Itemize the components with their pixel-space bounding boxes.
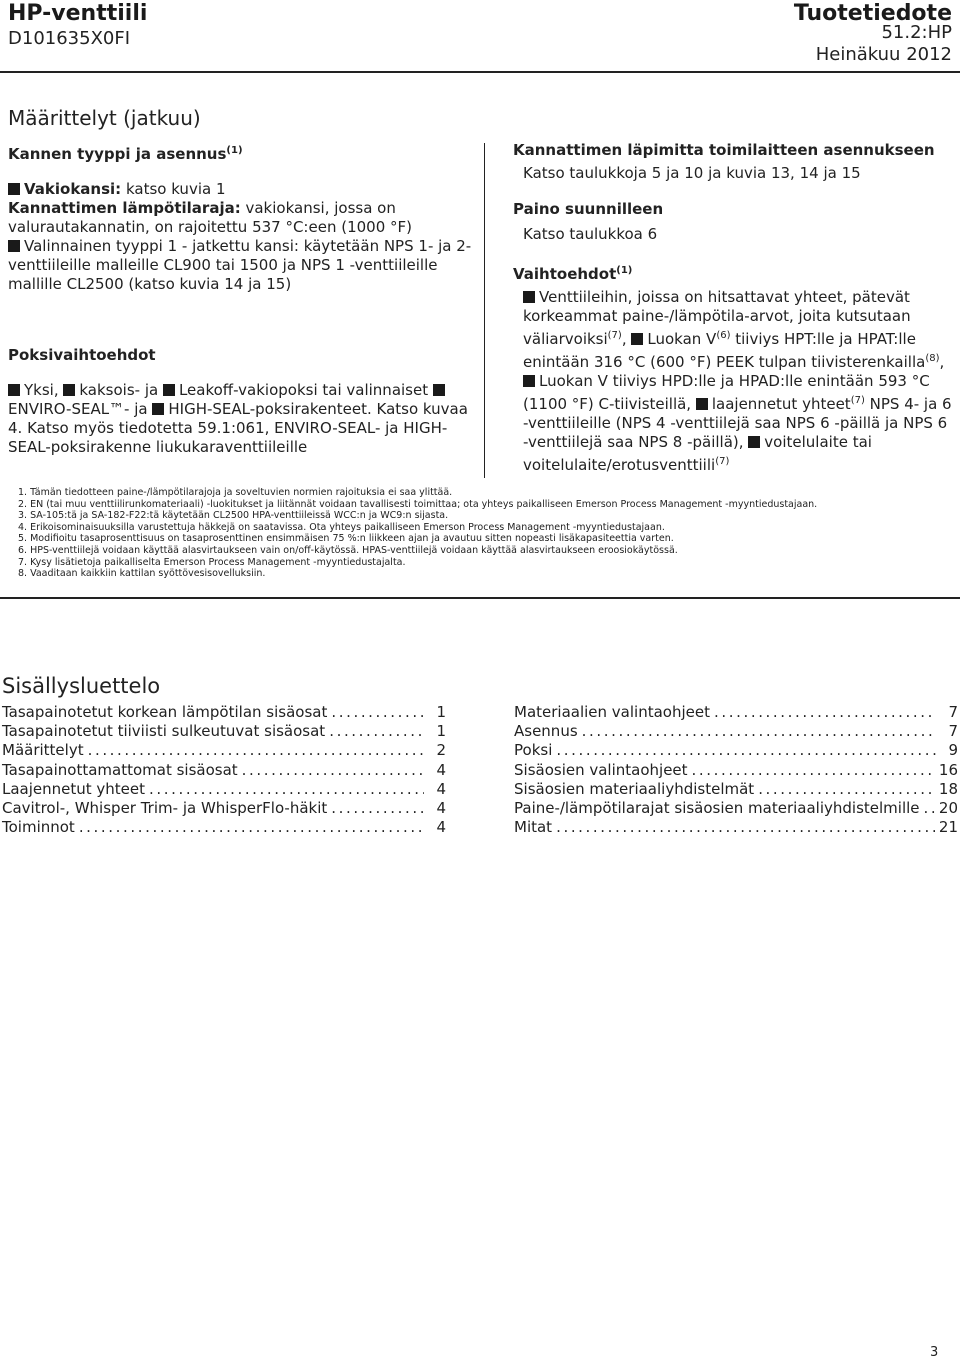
toc-entry[interactable]: Asennus ..... 7 bbox=[514, 722, 958, 741]
toc-entry[interactable]: Paine-/lämpötilarajat sisäosien materiaaliyhdistelmille ..... 20 bbox=[514, 799, 958, 818]
bullet-square-icon bbox=[433, 384, 445, 396]
toc-leader bbox=[582, 722, 936, 741]
footnote: 5. Modifioitu tasaprosenttisuus on tasaprosenttinen ensimmäisen 75 %:n liikkeen ajan ja avautuu sitten nopeasti lisäkapasiteettia varten. bbox=[18, 533, 674, 545]
left-column bbox=[8, 141, 476, 457]
bullet-square-icon bbox=[631, 333, 643, 345]
options-heading: Vaihtoehdot$^{(1)}$ bbox=[513, 265, 633, 283]
toc-leader bbox=[331, 799, 424, 818]
toc-title: Sisällysluettelo bbox=[2, 674, 161, 698]
weight-paragraph: Katso taulukkoa 6 bbox=[523, 225, 658, 243]
toc-entry[interactable]: Mitat ..... 21 bbox=[514, 818, 958, 837]
toc-entry[interactable]: Toiminnot ..... 4 bbox=[2, 818, 446, 837]
toc-leader bbox=[79, 818, 424, 837]
right-column bbox=[513, 141, 953, 475]
publish-date: Heinäkuu 2012 bbox=[815, 44, 952, 65]
toc-leader bbox=[556, 741, 936, 760]
toc-leader bbox=[758, 780, 935, 799]
toc-entry[interactable]: Tasapainotetut tiiviisti sulkeutuvat sisäosat ..... 1 bbox=[2, 722, 446, 741]
bullet-square-icon bbox=[8, 240, 20, 252]
toc-leader bbox=[714, 703, 936, 722]
document-code: D101635X0FI bbox=[8, 28, 131, 49]
column-divider bbox=[484, 143, 485, 478]
packing-heading: Poksivaihtoehdot bbox=[8, 346, 156, 364]
toc-entry[interactable]: Materiaalien valintaohjeet ..... 7 bbox=[514, 703, 958, 722]
footnote: 1. Tämän tiedotteen paine-/lämpötilarajoja ja soveltuvien normien rajoituksia ei saa ylittää. bbox=[18, 487, 453, 498]
toc-entry[interactable]: Tasapainottamattomat sisäosat ..... 4 bbox=[2, 761, 446, 780]
section-title: Määrittelyt (jatkuu) bbox=[8, 106, 201, 130]
toc-rule bbox=[0, 597, 960, 599]
section-number: 51.2:HP bbox=[881, 22, 952, 43]
product-title: HP-venttiili bbox=[8, 1, 148, 26]
toc-entry[interactable]: Laajennetut yhteet ..... 4 bbox=[2, 780, 446, 799]
yoke-heading: Kannattimen läpimitta toimilaitteen asennukseen bbox=[513, 141, 935, 159]
toc-leader bbox=[242, 761, 424, 780]
bullet-square-icon bbox=[523, 375, 535, 387]
footnote: 2. EN (tai muu venttiilirunkomateriaali) -luokitukset ja liitännät voidaan tavallisesti toimittaa; ota yhteys paikalliseen Emerson Process Management -myyntiedustajaan. bbox=[18, 498, 818, 510]
page-number: 3 bbox=[930, 1345, 939, 1360]
footnote: 3. SA-105:tä ja SA-182-F22:tä käytetään CL2500 HPA-venttiileissä WCC:n ja WC9:n sijasta. bbox=[18, 510, 449, 522]
toc-left-column bbox=[2, 703, 446, 837]
header-rule bbox=[0, 71, 960, 73]
options-paragraph: Venttiileihin, joissa on hitsattavat yhteet, pätevät korkeammat paine-/lämpötila-arvot, joita kutsutaan väliarvoiksi$^{(7)}$, Luokan $V^{(6)}$ tiiviys HPT:lle ja HPAT:lle enintään 316 °C (600 °F) PEEK tulpan tiivisterenkailla$^{(8)}$, Luokan V tiiviys HPD:lle ja HPAD:lle enintään 593 °C (1100 °F) C-tiivisteillä, laajennetut yhteet$^{(7)}$ NPS 4- ja 6 -venttiileille (NPS 4 -venttiilejä saa NPS 6 -päillä ja NPS 6 -venttiilejä saa NPS 8 -päillä), voitelulaite tai voitelulaite/erotusventtiili$^{(7)}$ bbox=[523, 288, 952, 474]
toc-entry[interactable]: Sisäosien materiaaliyhdistelmät ..... 18 bbox=[514, 780, 958, 799]
toc-leader bbox=[692, 761, 935, 780]
cover-paragraph: Vakiokansi: katso kuvia 1 Kannattimen lämpötilaraja: vakiokansi, jossa on valurautakannatin, on rajoitettu 537 °C:een (1000 °F) Valinnainen tyyppi 1 - jatkettu kansi: käytetään NPS 1- ja 2-venttiileille malleille CL900 tai 1500 ja NPS 1 -venttiileille mallille CL2500 (katso kuvia 14 ja 15) bbox=[8, 180, 472, 293]
footnote: 7. Kysy lisätietoja paikalliselta Emerson Process Management -myyntiedustajalta. bbox=[18, 556, 406, 568]
toc-leader bbox=[556, 818, 935, 837]
bullet-square-icon bbox=[748, 436, 760, 448]
toc-entry[interactable]: Sisäosien valintaohjeet ..... 16 bbox=[514, 761, 958, 780]
bullet-square-icon bbox=[8, 183, 20, 195]
bullet-square-icon bbox=[8, 384, 20, 396]
document-type: Tuotetiedote bbox=[793, 1, 952, 26]
footnote: 8. Vaaditaan kaikkiin kattilan syöttövesisovelluksiin. bbox=[18, 568, 266, 580]
toc-leader bbox=[149, 780, 424, 799]
toc-leader bbox=[329, 722, 424, 741]
toc-leader bbox=[331, 703, 424, 722]
toc-entry[interactable]: Tasapainotetut korkean lämpötilan sisäosat ..... 1 bbox=[2, 703, 446, 722]
footnote: 6. HPS-venttiilejä voidaan käyttää alasvirtaukseen vain on/off-käytössä. HPAS-venttiilejä voidaan käyttää alasvirtaukseen eroosiokäytössä. bbox=[18, 544, 678, 556]
toc-entry[interactable]: Poksi ..... 9 bbox=[514, 741, 958, 760]
bullet-square-icon bbox=[63, 384, 75, 396]
bullet-square-icon bbox=[523, 291, 535, 303]
toc-leader bbox=[88, 741, 424, 760]
toc-entry[interactable]: Määrittelyt ..... 2 bbox=[2, 741, 446, 760]
footnote: 4. Erikoisominaisuuksilla varustettuja häkkejä on saatavissa. Ota yhteys paikalliseen Emerson Process Management -myyntiedustajaan. bbox=[18, 521, 665, 533]
footnotes bbox=[18, 487, 948, 580]
bullet-square-icon bbox=[152, 403, 164, 415]
toc-entry[interactable]: Cavitrol-, Whisper Trim- ja WhisperFlo-häkit ..... 4 bbox=[2, 799, 446, 818]
bullet-square-icon bbox=[696, 398, 708, 410]
bullet-square-icon bbox=[163, 384, 175, 396]
toc-right-column bbox=[514, 703, 958, 837]
cover-type-heading: Kannen tyyppi ja asennus$^{(1)}$ bbox=[8, 145, 243, 163]
weight-heading: Paino suunnilleen bbox=[513, 200, 664, 218]
packing-paragraph: Yksi, kaksois- ja Leakoff-vakiopoksi tai valinnaiset ENVIRO-SEAL™- ja HIGH-SEAL-poksirakenteet. Katso kuvaa 4. Katso myös tiedotetta 59.1:061, ENVIRO-SEAL- ja HIGH-SEAL-poksirakenne liukukaraventtiileille bbox=[8, 381, 468, 456]
yoke-paragraph: Katso taulukkoja 5 ja 10 ja kuvia 13, 14 ja 15 bbox=[523, 164, 861, 182]
toc-leader bbox=[924, 799, 935, 818]
